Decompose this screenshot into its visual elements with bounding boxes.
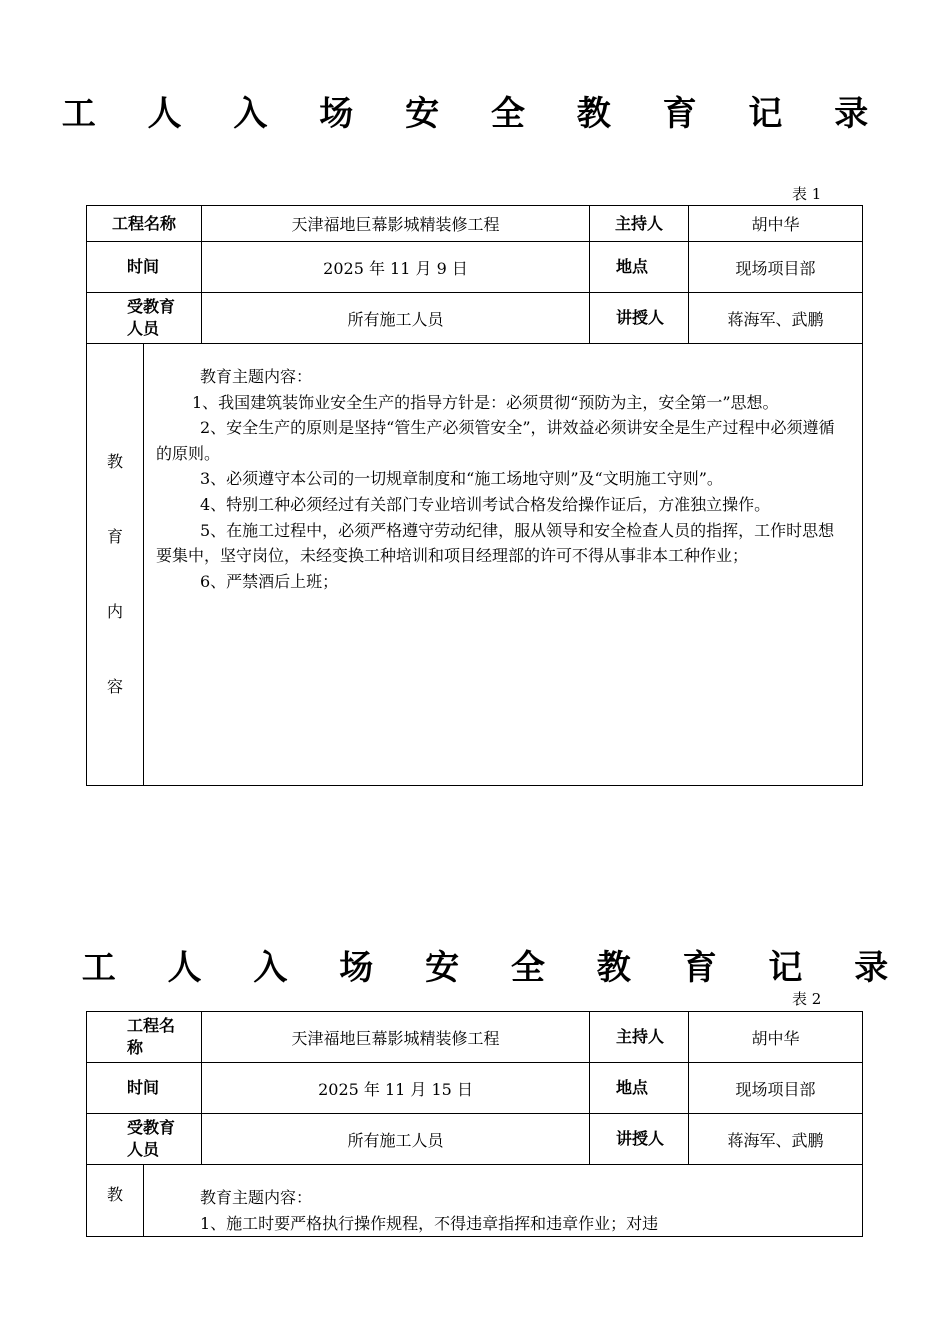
date-value: 2025 年 11 月 15 日 <box>202 1063 590 1114</box>
content-item: 4、特别工种必须经过有关部门专业培训考试合格发给操作证后，方准独立操作。 <box>200 494 771 514</box>
content-item: 5、在施工过程中，必须严格遵守劳动纪律，服从领导和安全检查人员的指挥，工作时思想要集中，坚守岗位，未经变换工种培训和项目经理部的许可不得从事非本工种作业； <box>156 520 835 566</box>
lecturer-value: 蒋海军、武鹏 <box>689 1114 863 1165</box>
trainee-value: 所有施工人员 <box>202 293 590 344</box>
project-name-value: 天津福地巨幕影城精装修工程 <box>202 1012 590 1063</box>
side-char: 内 <box>106 602 123 621</box>
record-2-table <box>86 1011 863 1237</box>
side-char: 教 <box>106 1185 123 1204</box>
content-side-label <box>87 344 144 786</box>
record-1-table-number: 表 1 <box>792 185 822 203</box>
education-content <box>144 1165 863 1237</box>
record-2-title: 工 人 入 场 安 全 教 育 记 录 <box>81 948 909 988</box>
record-1-table <box>86 205 863 786</box>
host-value: 胡中华 <box>689 206 863 242</box>
side-char: 育 <box>106 527 123 546</box>
record-1-title: 工 人 入 场 安 全 教 育 记 录 <box>61 94 889 134</box>
side-char: 教 <box>106 452 123 471</box>
trainee-label: 受教育人员 <box>87 293 202 344</box>
time-label: 时间 <box>87 242 202 293</box>
content-item: 2、安全生产的原则是坚持“管生产必须管安全”，讲效益必须讲安全是生产过程中必须遵循的原则。 <box>156 418 835 463</box>
trainee-value: 所有施工人员 <box>202 1114 590 1165</box>
project-name-label: 工程名称 <box>87 1012 202 1063</box>
content-heading: 教育主题内容： <box>200 1188 313 1207</box>
education-content <box>144 344 863 786</box>
project-name-label: 工程名称 <box>87 206 202 242</box>
project-name-value: 天津福地巨幕影城精装修工程 <box>202 206 590 242</box>
content-item: 1、施工时要严格执行操作规程，不得违章指挥和违章作业；对违 <box>200 1213 659 1233</box>
place-label: 地点 <box>590 242 689 293</box>
place-value: 现场项目部 <box>689 242 863 293</box>
content-heading: 教育主题内容： <box>200 367 313 386</box>
content-side-label <box>87 1165 144 1237</box>
date-value: 2025 年 11 月 9 日 <box>202 242 590 293</box>
content-item: 1、我国建筑装饰业安全生产的指导方针是：必须贯彻“预防为主，安全第一”思想。 <box>192 392 779 412</box>
place-value: 现场项目部 <box>689 1063 863 1114</box>
trainee-label: 受教育人员 <box>87 1114 202 1165</box>
host-label: 主持人 <box>590 1012 689 1063</box>
lecturer-value: 蒋海军、武鹏 <box>689 293 863 344</box>
place-label: 地点 <box>590 1063 689 1114</box>
lecturer-label: 讲授人 <box>590 1114 689 1165</box>
record-2-table-number: 表 2 <box>792 990 822 1008</box>
host-value: 胡中华 <box>689 1012 863 1063</box>
content-item: 6、严禁酒后上班； <box>200 571 339 591</box>
side-char: 容 <box>106 677 123 696</box>
lecturer-label: 讲授人 <box>590 293 689 344</box>
time-label: 时间 <box>87 1063 202 1114</box>
content-item: 3、必须遵守本公司的一切规章制度和“施工场地守则”及“文明施工守则”。 <box>200 469 723 489</box>
host-label: 主持人 <box>590 206 689 242</box>
